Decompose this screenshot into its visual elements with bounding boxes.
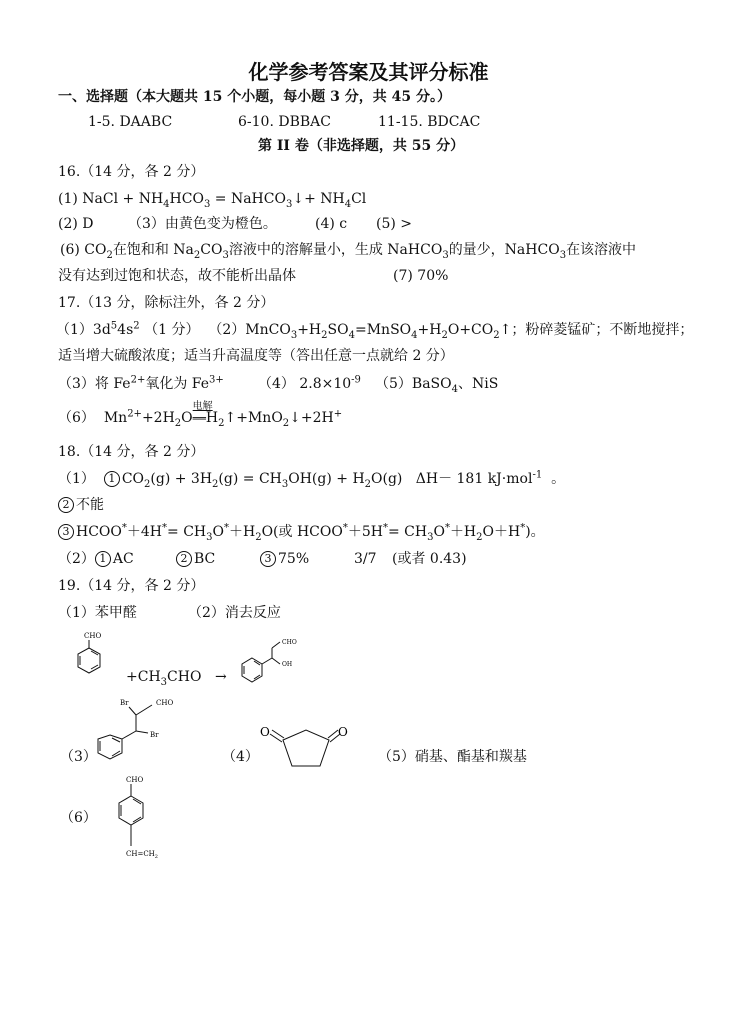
q16-part6-line1: (6) $CO_2$在饱和和 $Na_2CO_3$溶液中的溶解量小，生成 NaHCO$_3$的量少，NaHCO$_3$在该溶液中 xyxy=(60,242,637,261)
q16-part2: (2) D xyxy=(58,216,94,232)
q18-p2-2: BC xyxy=(194,551,216,567)
q19-part4-label: （4） xyxy=(222,749,259,765)
aldol-product-structure xyxy=(238,634,308,688)
answer-11-15: 11-15. BDCAC xyxy=(378,114,481,130)
vinylbenzaldehyde-structure xyxy=(112,772,182,864)
q16-part7: (7) 70% xyxy=(393,268,449,284)
br-label-2: Br xyxy=(150,731,159,739)
q19-part5: （5）硝基、酯基和羰基 xyxy=(378,749,527,765)
q17-p1-score: （1 分） xyxy=(144,322,200,338)
q17-p2-label: （2） xyxy=(208,322,246,338)
o-label-2: O xyxy=(338,725,348,739)
q18-part1-3: 3 HCOO*＋4H*= $CH_3O^*+H_2O$(或 HCOO*＋5H*= $CH_3O^*+H_2O+H^*$)。 xyxy=(58,522,545,542)
reaction-plus-b: CHO xyxy=(167,669,202,685)
br-label-1: Br xyxy=(120,699,129,707)
reaction-plus-a: +CH xyxy=(126,669,161,685)
q16-p6-e: 的量少，NaHCO xyxy=(448,242,560,258)
circled-3b: 3 xyxy=(260,551,276,567)
q19-part1: （1）苯甲醛 xyxy=(58,605,137,621)
q16-p6-f: 在该溶液中 xyxy=(566,242,637,258)
q18-part2-4: 3/7 xyxy=(354,551,377,567)
circled-2b: 2 xyxy=(176,551,192,567)
q16-header: 16.（14 分，各 2 分） xyxy=(58,164,205,180)
circled-3: 3 xyxy=(58,524,74,540)
section1-header: 一、选择题（本大题共 15 个小题，每小题 3 分，共 45 分。） xyxy=(58,89,451,105)
q16-part1: (1) NaCl + $NH_4HCO_3$ = NaHCO$_3$↓+ $NH_4Cl$ xyxy=(58,191,367,210)
q16-part5: (5) > xyxy=(376,216,413,232)
q18-header: 18.（14 分，各 2 分） xyxy=(58,444,205,460)
electrolysis-label: 电解 xyxy=(192,401,213,412)
q18-part2-3 xyxy=(260,549,309,569)
q17-line2: 适当增大硫酸浓度；适当升高温度等（答出任意一点就给 2 分） xyxy=(58,348,454,364)
q18-part2 xyxy=(58,549,134,569)
benzaldehyde-structure xyxy=(70,628,110,688)
q18-part2-2 xyxy=(176,549,215,569)
o-label-1: O xyxy=(260,725,270,739)
q17-p3-b: 氧化为 Fe xyxy=(145,376,210,392)
reaction-arrow: → xyxy=(215,669,227,685)
q16-part1-label: (1) xyxy=(58,191,78,207)
q18-p2-1: AC xyxy=(112,551,134,567)
cho-label-3: CHO xyxy=(156,699,174,707)
q17-p3-a: （3）将 Fe xyxy=(58,376,131,392)
q18-p2-3: 75% xyxy=(278,551,310,567)
circled-1: 1 xyxy=(104,471,120,487)
q18-part1-2 xyxy=(58,495,104,515)
q17-p4-value: （4） 2.8×10 xyxy=(258,376,352,392)
q19-header: 19.（14 分，各 2 分） xyxy=(58,578,205,594)
answer-6-10: 6-10. DBBAC xyxy=(238,114,331,130)
q17-p2-tail: ；粉碎菱锰矿；不断地搅拌； xyxy=(511,322,694,338)
cho-label: CHO xyxy=(84,632,102,640)
q19-part6-label: （6） xyxy=(60,810,97,826)
vinyl-label: $CH=CH_2$ xyxy=(126,850,158,860)
q17-p4-exp: -9 xyxy=(351,374,361,386)
cyclopentanedione-structure xyxy=(258,722,358,782)
vinyl-text: CH=CH xyxy=(126,850,155,858)
q17-p6-label: （6） xyxy=(58,410,95,426)
answer-1-5: 1-5. DAABC xyxy=(88,114,173,130)
q17-header: 17.（13 分，除标注外，各 2 分） xyxy=(58,295,275,311)
q16-part3: （3）由黄色变为橙色。 xyxy=(128,216,277,232)
q17-part1-2: $(1)3d^54s^2$ （1 分） $(2)MnCO_3+H_2SO_4=MnSO_4+H_2O+CO_2↑$；粉碎菱锰矿；不断地搅拌； xyxy=(56,320,694,341)
reaction-plus: $+CH_3CHO$ xyxy=(126,669,202,688)
dibromo-structure xyxy=(92,693,182,773)
q16-part6-line2: 没有达到过饱和状态，故不能析出晶体 xyxy=(58,268,296,284)
q18-p2-label: （2） xyxy=(58,551,95,567)
circled-2: 2 xyxy=(58,497,74,513)
q17-p5-a: （5）BaSO xyxy=(375,376,452,392)
electrolysis-sign: 电解 ══ xyxy=(193,409,206,429)
q18-p1-2-text: 不能 xyxy=(76,497,104,513)
q16-p6-d: 溶液中的溶解量小，生成 NaHCO xyxy=(228,242,443,258)
cho-label-4: CHO xyxy=(126,776,144,784)
circled-1b: 1 xyxy=(95,551,111,567)
q16-p6-b: 在饱和和 Na xyxy=(112,242,194,258)
cho-label-2: CHO xyxy=(282,639,297,646)
q17-part5: （5）BaSO$_4$、NiS xyxy=(375,376,499,395)
q16-part4: (4) c xyxy=(315,216,348,232)
page-title: 化学参考答案及其评分标准 xyxy=(248,60,489,84)
q19-part3-label: （3） xyxy=(60,749,97,765)
q18-part2-5: (或者 0.43) xyxy=(392,551,467,567)
q16-p6-a: (6) CO xyxy=(60,242,107,258)
q17-part4 xyxy=(258,374,361,394)
q19-part2: （2）消去反应 xyxy=(188,605,281,621)
q18-p1-label: （1） xyxy=(58,471,95,487)
section2-header: 第 II 卷（非选择题，共 55 分） xyxy=(258,138,465,154)
q18-dh-value: － 181 kJ·mol xyxy=(438,471,533,487)
oh-label: OH xyxy=(282,661,293,668)
q17-part3: （3）将 $Fe^{2+}$氧化为 $Fe^{3+}$ xyxy=(58,374,224,392)
q17-p1-label: （1） xyxy=(56,322,93,338)
q17-part6: （6） $Mn^{2+}+2H_2O$ 电解 $══H_2↑+MnO_2↓+2H^+$ xyxy=(58,408,342,429)
q16-p6-c: CO xyxy=(200,242,223,258)
q18-part1-1: （1） 1 $CO_2(g) + 3H_2(g) = CH_3OH(g) + H_2O(g)$ ΔH－ 181 kJ·mol$^{-1}$ 。 xyxy=(58,469,566,490)
q17-p5-b: 、NiS xyxy=(458,376,499,392)
